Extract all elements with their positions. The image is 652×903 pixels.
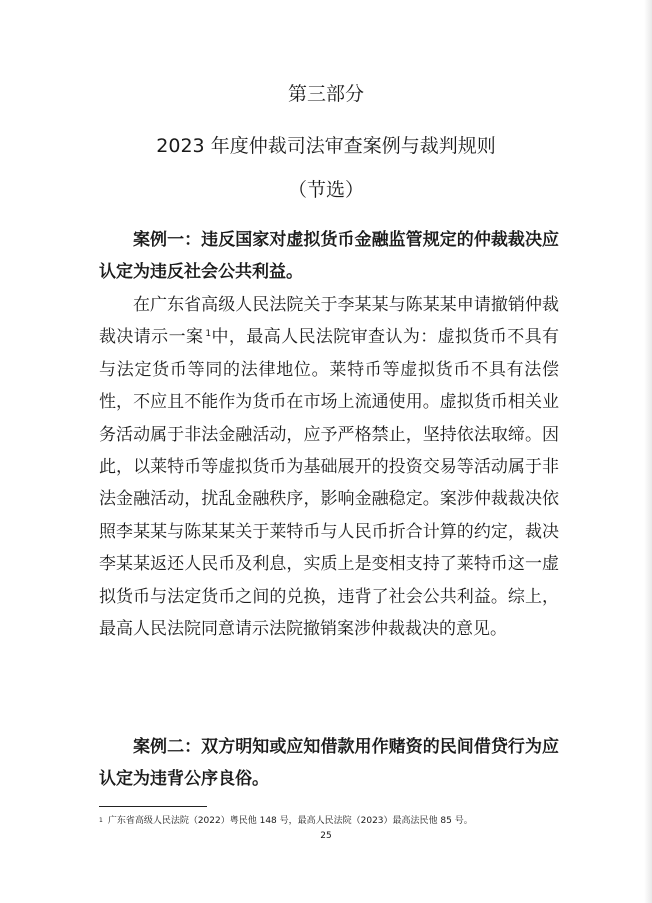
case1-body xyxy=(99,289,559,645)
part-title: 第三部分 xyxy=(287,83,364,105)
footnote-divider xyxy=(99,806,207,807)
case2-heading: 案例二：双方明知或应知借款用作赌资的民间借贷行为应认定为违背公序良俗。 xyxy=(99,737,559,790)
footnote-text: 广东省高级人民法院（2022）粤民他 148 号，最高人民法院（2023）最高法民他 85 号。 xyxy=(107,816,473,826)
case1-heading: 案例一：违反国家对虚拟货币金融监管规定的仲裁裁决应认定为违反社会公共利益。 xyxy=(99,230,559,283)
case1-body-part2: 中，最高人民法院审查认为：虚拟货币不具有与法定货币等同的法律地位。莱特币等虚拟货币不具有法偿性，不应且不能作为货币在市场上流通使用。虚拟货币相关业务活动属于非法金融活动，应予严格禁止，坚持依法取缔。因此，以莱特币等虚拟货币为基础展开的投资交易等活动属于非法金融活动，扰乱金融秩序，影响金融稳定。案涉仲裁裁决依照李某某与陈某某关于莱特币与人民币折合计算的约定，裁决李某某返还人民币及利息，实质上是变相支持了莱特币这一虚拟货币与法定货币之间的兑换，违背了社会公共利益。综上，最高人民法院同意请示法院撤销案涉仲裁裁决的意见。 xyxy=(99,327,560,640)
footnote-mark: 1 xyxy=(99,817,103,824)
footnote xyxy=(99,815,559,827)
page-number: 25 xyxy=(320,831,332,841)
footnote-reference[interactable]: 1 xyxy=(205,329,212,340)
sub-title: （节选） xyxy=(287,179,364,201)
main-title: 2023 年度仲裁司法审查案例与裁判规则 xyxy=(156,135,496,157)
case1-body-part1: 在广东省高级人民法院关于李某某与陈某某申请撤销仲裁裁决请示一案 xyxy=(99,295,559,348)
